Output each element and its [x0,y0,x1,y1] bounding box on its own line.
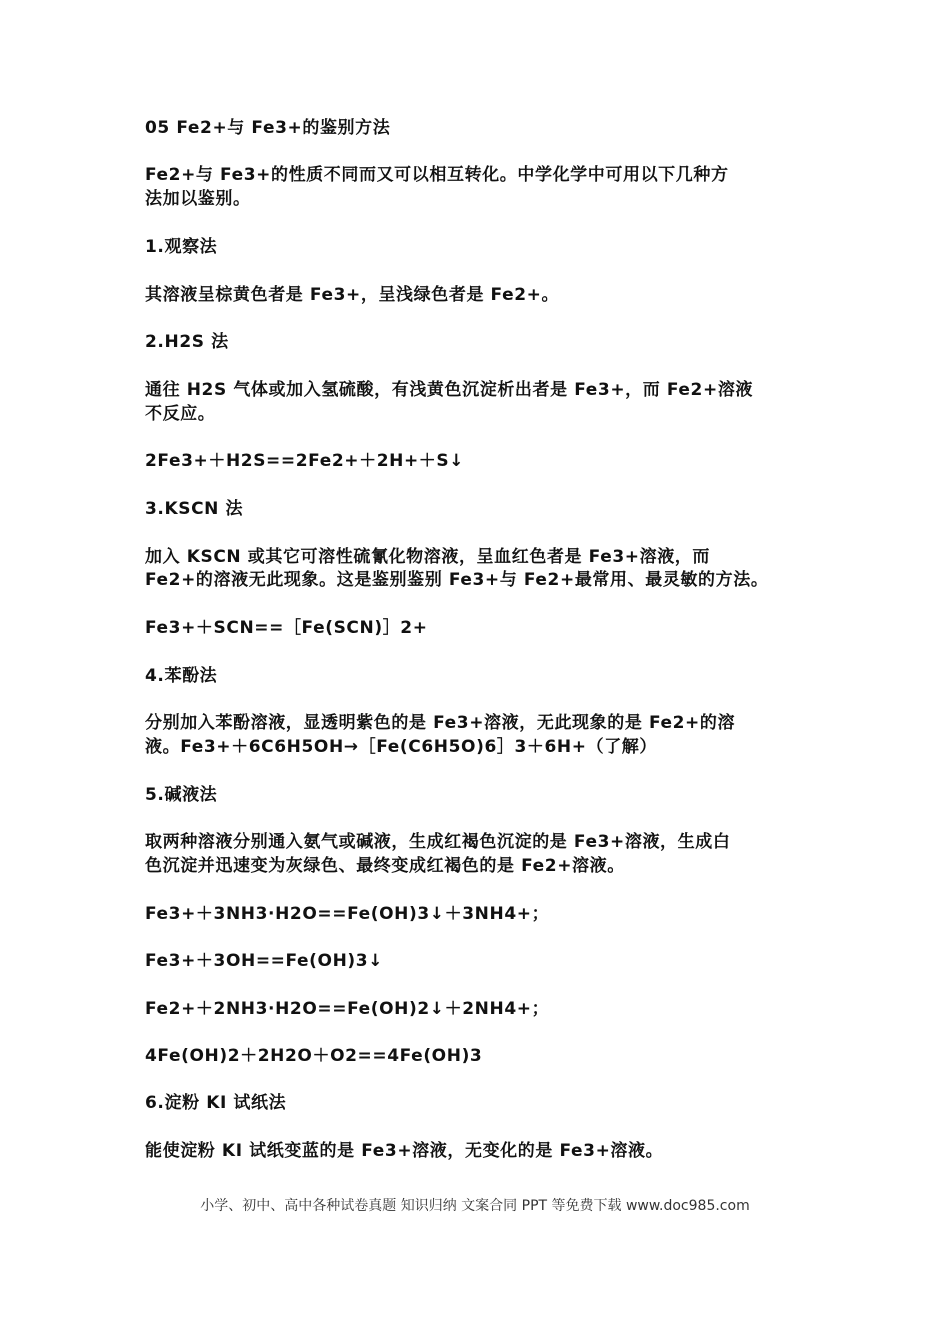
intro-line-1: Fe2+与 Fe3+的性质不同而又可以相互转化。中学化学中可用以下几种方 [145,165,729,185]
paragraph-kscn-1: 加入 KSCN 或其它可溶性硫氰化物溶液，呈血红色者是 Fe3+溶液，而 [145,547,711,567]
heading-alkali: 5.碱液法 [145,785,218,805]
equation-kscn: Fe3+＋SCN==［Fe(SCN)］2+ [145,618,428,638]
paragraph-h2s-1: 通往 H2S 气体或加入氢硫酸，有浅黄色沉淀析出者是 Fe3+，而 Fe2+溶液 [145,380,754,400]
equation-alkali-3: Fe2+＋2NH3·H2O==Fe(OH)2↓＋2NH4+； [145,999,550,1019]
heading-h2s: 2.H2S 法 [145,332,229,352]
paragraph-alkali-1: 取两种溶液分别通入氨气或碱液，生成红褐色沉淀的是 Fe3+溶液，生成白 [145,832,731,852]
heading-phenol: 4.苯酚法 [145,666,218,686]
paragraph-starch-ki: 能使淀粉 KI 试纸变蓝的是 Fe3+溶液，无变化的是 Fe3+溶液。 [145,1141,664,1161]
footer-note: 小学、初中、高中各种试卷真题 知识归纳 文案合同 PPT 等免费下载 www.doc985.com [200,1198,750,1214]
paragraph-observation: 其溶液呈棕黄色者是 Fe3+，呈浅绿色者是 Fe2+。 [145,285,560,305]
equation-h2s: 2Fe3+＋H2S==2Fe2+＋2H+＋S↓ [145,451,465,471]
equation-alkali-1: Fe3+＋3NH3·H2O==Fe(OH)3↓＋3NH4+； [145,904,550,924]
paragraph-kscn-2: Fe2+的溶液无此现象。这是鉴别鉴别 Fe3+与 Fe2+最常用、最灵敏的方法。 [145,570,769,590]
equation-alkali-4: 4Fe(OH)2＋2H2O＋O2==4Fe(OH)3 [145,1046,483,1066]
paragraph-phenol-2: 液。Fe3+＋6C6H5OH→［Fe(C6H5O)6］3＋6H+（了解） [145,737,658,757]
heading-starch-ki: 6.淀粉 KI 试纸法 [145,1093,287,1113]
paragraph-h2s-2: 不反应。 [145,404,216,424]
section-title: 05 Fe2+与 Fe3+的鉴别方法 [145,118,391,138]
heading-observation: 1.观察法 [145,237,218,257]
intro-line-2: 法加以鉴别。 [145,189,251,209]
paragraph-alkali-2: 色沉淀并迅速变为灰绿色、最终变成红褐色的是 Fe2+溶液。 [145,856,625,876]
heading-kscn: 3.KSCN 法 [145,499,244,519]
equation-alkali-2: Fe3+＋3OH==Fe(OH)3↓ [145,951,384,971]
paragraph-phenol-1: 分别加入苯酚溶液，显透明紫色的是 Fe3+溶液，无此现象的是 Fe2+的溶 [145,713,736,733]
